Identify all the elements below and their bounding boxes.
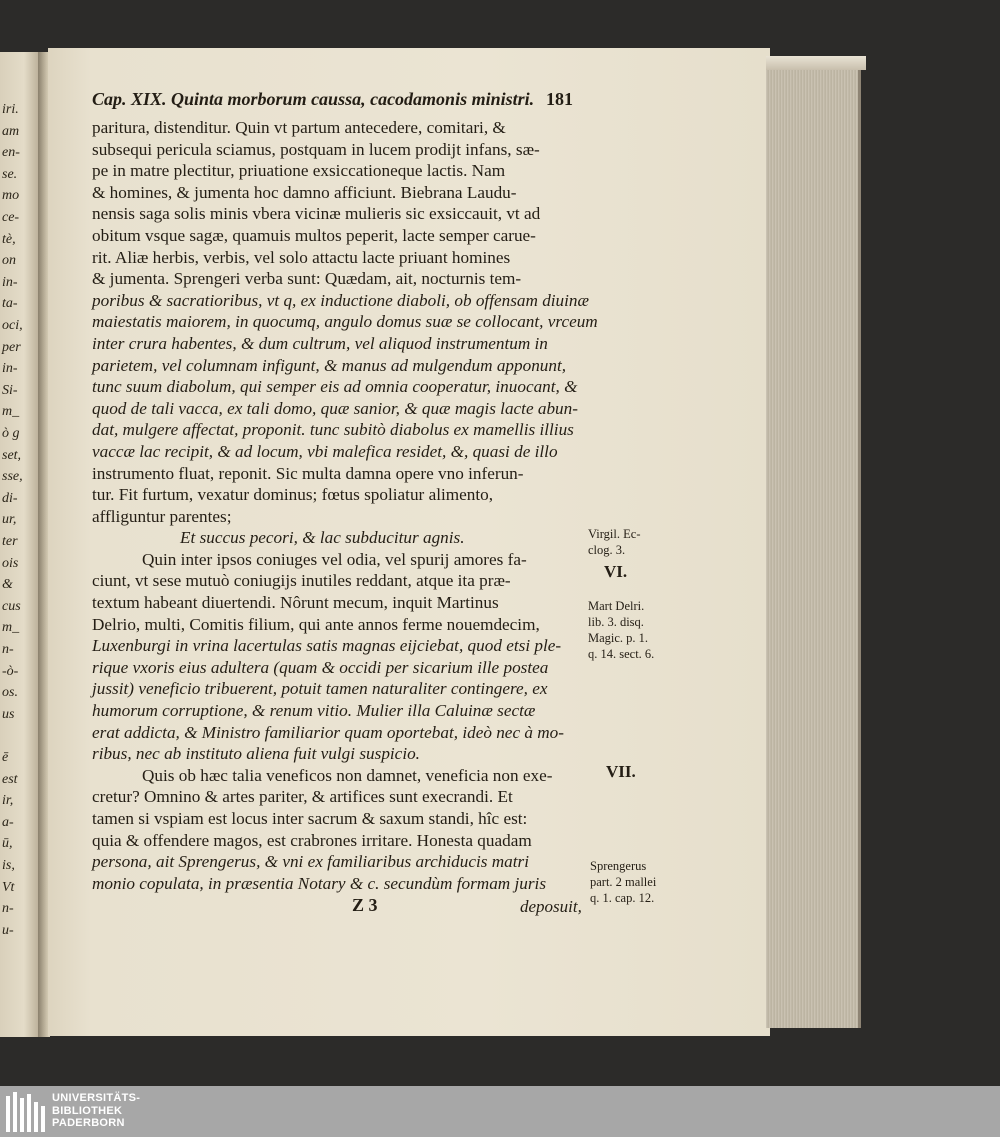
text-line: inter crura habentes, & dum cultrum, vel aliquod instrumentum in (92, 333, 548, 353)
text-line: rit. Aliæ herbis, verbis, vel solo attactu lacte priuant homines (92, 247, 511, 267)
text-line: Quis ob hæc talia veneficos non damnet, veneficia non exe- (142, 765, 553, 785)
text-line: paritura, distenditur. Quin vt partum antecedere, comitari, & (92, 118, 506, 137)
text-line: ciunt, vt sese mutuò coniugijs inutiles reddant, atque ita præ- (92, 571, 511, 591)
text-line: subsequi pericula sciamus, postquam in lucem prodijt infans, sæ- (92, 139, 540, 159)
margin-line: Mart Delri. (588, 599, 645, 613)
left-page-fragment: set, (2, 447, 22, 463)
text-line: ribus, nec ab instituto aliena fuit vulgi suspicio. (92, 744, 420, 764)
running-head: Cap. XIX. Quinta morborum caussa, cacodamonis ministri. (92, 89, 535, 109)
left-page-fragment: ò g (2, 426, 20, 441)
text-line: & homines, & jumenta hoc damno afficiunt. Biebrana Laudu- (92, 182, 517, 202)
main-text (92, 117, 598, 894)
left-page-fragment: is, (2, 858, 15, 873)
text-line: Et succus pecori, & lac subducitur agnis. (180, 528, 465, 548)
library-name (52, 1092, 140, 1130)
text-line: obitum vsque sagæ, quamuis multos peperit, lacte semper carue- (92, 225, 536, 245)
text-line: textum habeant diuertendi. Nôrunt mecum, inquit Martinus (92, 593, 499, 613)
left-page-fragment: on (2, 253, 16, 269)
text-line: affliguntur parentes; (92, 506, 232, 526)
left-page-fragment: Si- (2, 382, 18, 398)
catchword: deposuit, (520, 897, 582, 916)
text-line: Quin inter ipsos coniuges vel odia, vel spurij amores fa- (142, 549, 527, 569)
text-line: quod de tali vacca, ex tali domo, quæ sanior, & quæ magis lacte abun- (92, 398, 578, 418)
left-page-fragment: mo (2, 188, 20, 204)
text-line: jussit) veneficio tribuerent, potuit tamen naturaliter contingere, ex (92, 679, 548, 699)
text-line: humorum corruptione, & renum vitio. Mulier illa Caluinæ sectæ (92, 701, 536, 721)
text-line: erat addicta, & Ministro familiarior quam oportebat, ideò nec à mo- (92, 722, 564, 742)
left-page-fragment: en- (2, 145, 20, 161)
margin-note-sprenger (590, 858, 656, 906)
text-line: Luxenburgi in vrina lacertulas satis magnas eijciebat, quod etsi ple- (92, 636, 562, 656)
margin-line: Sprengerus (590, 859, 647, 873)
left-page-fragment: & (2, 577, 13, 593)
margin-note-virgil (588, 526, 640, 558)
left-page-fragment: cus (2, 598, 21, 614)
left-page-fragment: iri. (2, 102, 19, 117)
text-line: cretur? Omnino & artes pariter, & artifices sunt execrandi. Et (92, 787, 513, 807)
section-number-vi: VI. (604, 562, 628, 581)
page-block-edges (766, 56, 861, 1028)
library-name-line: UNIVERSITÄTS- (52, 1092, 141, 1104)
left-page-fragment: oci, (2, 318, 23, 333)
text-line: & jumenta. Sprengeri verba sunt: Quædam, ait, nocturnis tem- (92, 269, 522, 289)
library-name-line: PADERBORN (52, 1117, 125, 1129)
left-page-fragment: in- (2, 361, 18, 377)
left-page-fragment: per (2, 339, 21, 355)
margin-line: q. 1. cap. 12. (590, 891, 655, 905)
left-page-fragment: Vt (2, 879, 15, 895)
left-page-fragment: ter (2, 534, 18, 549)
margin-line: lib. 3. disq. (588, 615, 644, 629)
left-page-fragment: ū, (2, 836, 13, 852)
margin-line: part. 2 mallei (590, 875, 657, 889)
margin-line: Magic. p. 1. (588, 631, 649, 645)
text-line: tunc suum diabolum, qui semper eis ad omnia cooperatur, inuocant, & (92, 377, 578, 397)
text-line: instrumento fluat, reponit. Sic multa damna opere vno inferun- (92, 463, 524, 483)
left-page-fragment: os. (2, 685, 18, 701)
text-line: poribus & sacratioribus, vt q, ex inductione diaboli, ob offensam diuinæ (92, 290, 589, 310)
left-page-fragment: ta- (2, 296, 18, 312)
left-page-edge (0, 52, 40, 1037)
margin-line: Virgil. Ec- (588, 527, 641, 541)
text-line: pe in matre plectitur, priuatione exsiccationeque lactis. Nam (92, 161, 506, 181)
left-page-fragment: di- (2, 490, 18, 506)
left-page-fragment: se. (2, 166, 18, 182)
left-page-fragment: ce- (2, 210, 20, 225)
text-line: dat, mulgere affectat, proponit. tunc subitò diabolus ex mamellis illius (92, 420, 574, 440)
left-page-fragment: m_ (2, 620, 20, 636)
left-page-fragment: -ò- (2, 663, 19, 679)
library-name-line: BIBLIOTHEK (52, 1104, 123, 1117)
left-page-fragment: am (2, 123, 20, 139)
left-page-fragment: us (2, 706, 15, 722)
text-line: vaccæ lac recipit, & ad locum, vbi malefica residet, &, quasi de illo (92, 441, 558, 461)
left-page-fragment: ois (2, 555, 19, 571)
left-page-fragment: est (2, 771, 18, 787)
left-page-fragment: sse, (2, 469, 23, 485)
left-page-fragment: ir, (2, 793, 14, 809)
left-page-fragment: u- (2, 922, 14, 938)
text-line: nensis saga solis minis vbera vicinæ mulieris sic exsiccauit, vt ad (92, 204, 541, 224)
text-line: persona, ait Sprengerus, & vni ex familiaribus archiducis matri (92, 852, 529, 872)
left-page-fragment: n- (2, 901, 14, 917)
left-page-fragment: in- (2, 274, 18, 290)
text-line: maiestatis maiorem, in quocumq, angulo domus suæ se collocant, vrceum (92, 312, 598, 332)
left-page-fragment: m_ (2, 404, 20, 420)
margin-note-delrio (588, 598, 654, 662)
signature-mark: Z 3 (352, 895, 378, 915)
margin-line: q. 14. sect. 6. (588, 647, 655, 661)
library-footer (0, 1086, 1000, 1137)
left-page-fragment: a- (2, 814, 14, 830)
text-line: parietem, vel columnam infigunt, & manus ad mulgendum apponunt, (92, 355, 567, 375)
text-line: Delrio, multi, Comitis filium, qui ante annos ferme nouemdecim, (92, 614, 540, 634)
left-page-fragment: ur, (2, 512, 17, 528)
page-number: 181 (546, 89, 573, 109)
left-page-fragment: ē (2, 750, 9, 765)
text-line: tur. Fit furtum, vexatur dominus; fœtus spoliatur alimento, (92, 485, 494, 505)
text-line: rique vxoris eius adultera (quam & occidi per sicarium ille postea (92, 657, 549, 677)
text-line: monio copulata, in præsentia Notary & c. secundùm formam juris (92, 873, 547, 893)
left-page-fragment: tè, (2, 231, 16, 247)
margin-line: clog. 3. (588, 543, 626, 557)
text-line: tamen si vspiam est locus inter sacrum & saxum standi, hîc est: (92, 809, 528, 828)
left-page-fragment: n- (2, 642, 14, 657)
library-logo-icon (6, 1092, 46, 1132)
section-number-vii: VII. (606, 762, 636, 781)
text-line: quia & offendere magos, est crabrones irritare. Honesta quadam (92, 830, 532, 850)
page-block-top (766, 56, 866, 70)
